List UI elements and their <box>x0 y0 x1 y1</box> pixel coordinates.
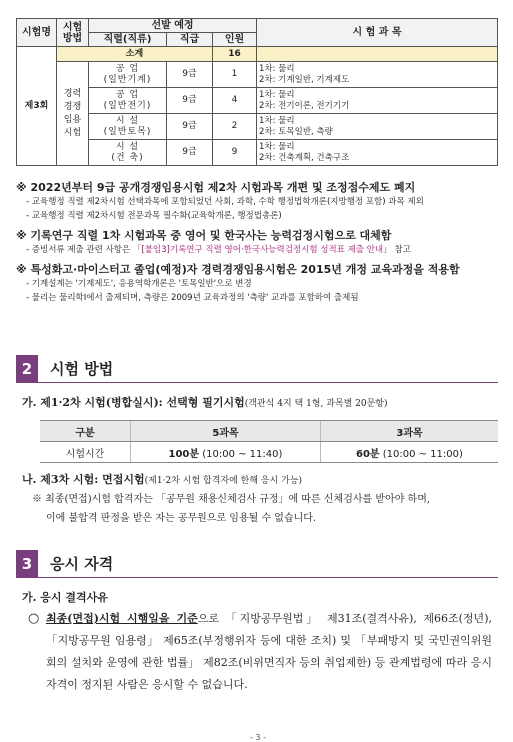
subtotal-value: 16 <box>213 47 257 62</box>
section-title: 시험 방법 <box>38 355 498 383</box>
time-header: 3과목 <box>320 421 498 442</box>
bullet-circle-icon: ○ <box>28 611 40 626</box>
section-number: 2 <box>16 355 38 383</box>
note-heading: ※ 2022년부터 9급 공개경쟁임용시험 제2차 시험과목 개편 및 조정점수제도 폐지 <box>16 181 416 194</box>
section-header-2 <box>16 355 498 383</box>
header-exam-name: 시험명 <box>17 19 57 47</box>
row-grade: 9급 <box>167 114 213 140</box>
header-subjects: 시 험 과 목 <box>257 19 498 47</box>
header-position: 직렬(직류) <box>89 33 167 47</box>
row-grade: 9급 <box>167 140 213 166</box>
interview-note-line2: 이에 불합격 판정을 받은 자는 공무원으로 임용될 수 없습니다. <box>46 513 317 524</box>
time-header: 구분 <box>40 421 131 442</box>
exam-method: 경력 경쟁 임용 시험 <box>57 62 89 166</box>
row-subjects: 1차: 물리 2차: 기계일반, 기계제도 <box>257 62 498 88</box>
subheading-written-exam: 가. 제1·2차 시험(병합실시): 선택형 필기시험(객관식 4지 택 1형, 과목별 20문항) <box>22 396 388 409</box>
header-count: 인원 <box>213 33 257 47</box>
row-grade: 9급 <box>167 88 213 114</box>
exam-table <box>16 18 498 166</box>
page-number: - 3 - <box>250 733 266 742</box>
row-position: 공 업 (일반전기) <box>89 88 167 114</box>
note-heading: ※ 특성화고·마이스터고 졸업(예정)자 경력경쟁임용시험은 2015년 개정 교육과정을 적용함 <box>16 263 460 276</box>
exam-round: 제3회 <box>17 47 57 166</box>
disqualification-body: 최종(면접)시험 시행일을 기준으로 「지방공무원법」 제31조(결격사유), 제66조(정년), 「지방공무원 임용령」 제65조(부정행위자 등에 대한 조치) 및 「부패방지 및 국민권익위원회의 설치와 운영에 관한 법률」 제82조(비위면직자 등의 취업제한) 등 관계법령에 따라 응시자격이 정지된 사람은 응시할 수 없습니다. <box>46 612 492 691</box>
row-position: 공 업 (일반기계) <box>89 62 167 88</box>
time-3-subjects: 60분 (10:00 ~ 11:00) <box>320 442 498 463</box>
attachment-reference-link: [붙임3]기록연구 직렬 영어·한국사능력검정시험 성적표 제출 안내 <box>141 245 384 255</box>
notes-block <box>16 180 506 305</box>
section-title: 응시 자격 <box>38 550 498 578</box>
row-count: 4 <box>213 88 257 114</box>
time-5-subjects: 100분 (10:00 ~ 11:40) <box>131 442 321 463</box>
subtotal-blank <box>257 47 498 62</box>
subtotal-label: 소계 <box>57 47 213 62</box>
exam-time-table <box>40 420 498 463</box>
row-count: 2 <box>213 114 257 140</box>
note-line: - 증빙서류 제출 관련 사항은 「[붙임3]기록연구 직렬 영어·한국사능력검정시험 성적표 제출 안내」 참고 <box>26 245 411 255</box>
row-count: 1 <box>213 62 257 88</box>
row-subjects: 1차: 물리 2차: 전기이론, 전기기기 <box>257 88 498 114</box>
header-exam-method: 시험 방법 <box>57 19 89 47</box>
note-line: - 교육행정 직렬 제2차시험 선택과목에 포함되었던 사회, 과학, 수학 행정법학개론(지방행정 포함) 과목 제외 <box>26 197 424 207</box>
row-position: 시 설 (일반토목) <box>89 114 167 140</box>
row-count: 9 <box>213 140 257 166</box>
note-line: - 교육행정 직렬 제2차시험 전문과목 필수화(교육학개론, 행정법총론) <box>26 211 282 221</box>
row-subjects: 1차: 물리 2차: 토목일반, 측량 <box>257 114 498 140</box>
time-header: 5과목 <box>131 421 321 442</box>
subheading-disqualification: 가. 응시 결격사유 <box>22 591 108 604</box>
row-grade: 9급 <box>167 62 213 88</box>
time-row-label: 시험시간 <box>40 442 131 463</box>
section-header-3 <box>16 550 498 578</box>
note-heading: ※ 기록연구 직렬 1차 시험과목 중 영어 및 한국사는 능력검정시험으로 대체함 <box>16 229 392 242</box>
header-grade: 직급 <box>167 33 213 47</box>
section-number: 3 <box>16 550 38 578</box>
subheading-interview: 나. 제3차 시험: 면접시험(제1·2차 시험 합격자에 한해 응시 가능) <box>22 473 303 486</box>
note-line: - 기계설계는 '기계제도', 응용역학개론은 '토목일반'으로 변경 <box>26 279 252 289</box>
header-plan: 선발 예정 <box>89 19 257 33</box>
interview-note-line1: ※ 최종(면접)시험 합격자는 「공무원 채용신체검사 규정」에 따른 신체검사를 받아야 하며, <box>32 494 431 505</box>
row-position: 시 설 (건 축) <box>89 140 167 166</box>
note-line: - 물리는 물리학Ⅰ에서 출제되며, 측량은 2009년 교육과정의 '측량' 교과를 포함하여 출제됨 <box>26 293 359 303</box>
row-subjects: 1차: 물리 2차: 건축계획, 건축구조 <box>257 140 498 166</box>
